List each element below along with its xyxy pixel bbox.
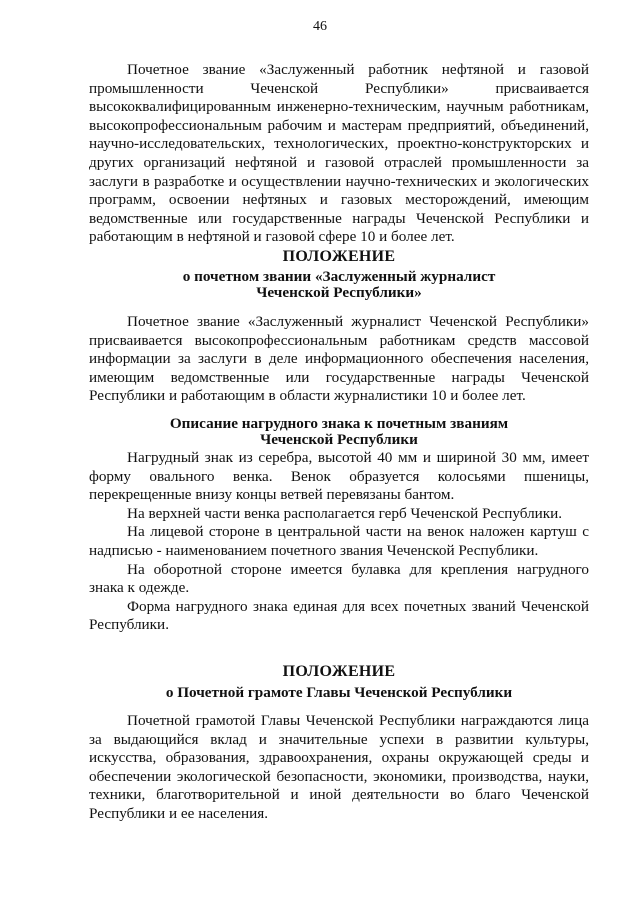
badge-description-section (89, 416, 589, 447)
badge-description-heading-line1: Описание нагрудного знака к почетным званиям (169, 415, 509, 432)
journalist-paragraph: Почетное звание «Заслуженный журналист Чеченской Республики» присваивается высокопрофессиональным работникам средств массовой информации за заслуги в деле информационного обеспечения населения, имеющим ведомственные или государственные награды Чеченской Республики и работающим в области журналистики 10 и более лет. (89, 313, 589, 405)
badge-paragraph-coat-of-arms: На верхней части венка располагается герб Чеченской Республики. (127, 504, 563, 522)
oil-gas-worker-paragraph: Почетное звание «Заслуженный работник нефтяной и газовой промышленности Чеченской Республики» присваивается высококвалифицированным инженерно-техническим, научным работникам, высокопрофессиональным рабочим и мастерам предприятий, объединений, научно-исследовательских, технологических, проектно-конструкторских и других организаций нефтяной и газовой отраслей промышленности за заслуги в разработке и осуществлении научно-технических и экологических программ, освоении нефтяных и газовых месторождений, имеющим ведомственные или государственные награды Чеченской Республики и работающим в нефтяной и газовой сфере 10 и более лет. (89, 61, 589, 246)
journalist-regulation-subheading-line1: о почетном звании «Заслуженный журналист (182, 268, 496, 285)
badge-paragraph-uniform-shape: Форма нагрудного знака единая для всех почетных званий Чеченской Республики. (89, 597, 589, 634)
journalist-text-block (89, 313, 589, 406)
journalist-regulation-heading: ПОЛОЖЕНИЕ (282, 248, 396, 265)
honor-certificate-heading: ПОЛОЖЕНИЕ (282, 663, 396, 680)
badge-paragraph-cartouche: На лицевой стороне в центральной части на венок наложен картуш с надписью - наименованием почетного звания Чеченской Республики. (89, 523, 589, 559)
page-number: 46 (313, 19, 327, 34)
honor-certificate-text (89, 712, 589, 824)
badge-paragraph-pin: На оборотной стороне имеется булавка для крепления нагрудного знака к одежде. (89, 560, 589, 597)
badge-description-heading-line2: Чеченской Республики (260, 430, 418, 448)
badge-paragraph-material: Нагрудный знак из серебра, высотой 40 мм и шириной 30 мм, имеет форму овального венка. Венок образуется колосьями пшеницы, перекрещенные внизу концы ветвей перевязаны бантом. (89, 449, 589, 504)
honor-certificate-paragraph: Почетной грамотой Главы Чеченской Республики награждаются лица за выдающийся вклад и значительные успехи в развитии культуры, искусства, образования, здравоохранения, охраны окружающей среды и обеспечении экологической безопасности, экономики, производства, науки, техники, благотворительной и иной деятельности во благо Чеченской Республики и ее населения. (89, 712, 589, 822)
oil-gas-worker-section (89, 61, 589, 247)
journalist-regulation-section (89, 247, 589, 300)
honor-certificate-subheading: о Почетной грамоте Главы Чеченской Республики (165, 684, 513, 701)
honor-certificate-section (89, 662, 589, 701)
badge-description-text (89, 449, 589, 635)
journalist-regulation-subheading-line2: Чеченской Республики» (256, 283, 422, 301)
